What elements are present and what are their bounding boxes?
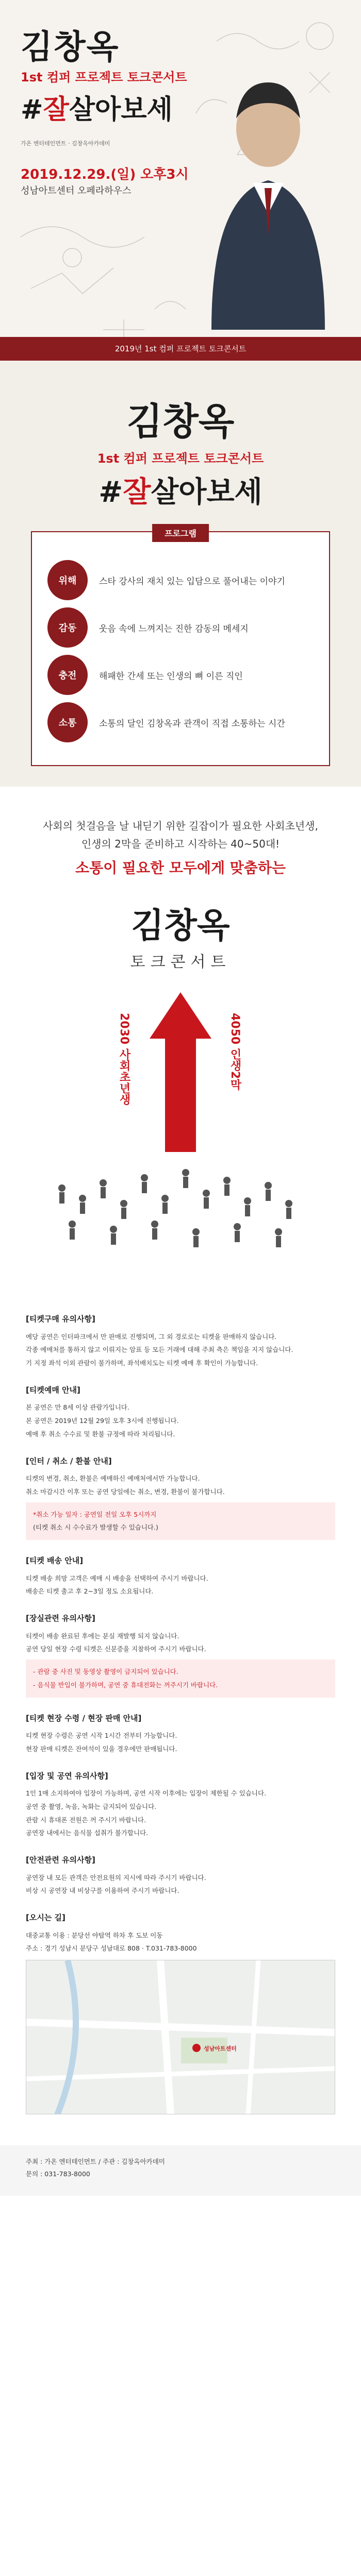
audience-subtitle: 토크콘서트 (130, 953, 231, 971)
map-label: 성남아트센터 (204, 2045, 237, 2052)
info-heading: [입장 및 공연 유의사항] (26, 1771, 108, 1781)
info-warning-box (26, 1659, 335, 1698)
info-heading: [장실관련 유의사항] (26, 1614, 95, 1623)
info-heading: [안전관련 유의사항] (26, 1855, 95, 1865)
info-line: 예매 후 취소 수수료 및 환불 규정에 따라 처리됩니다. (26, 1430, 175, 1438)
info-line: 배송은 티켓 출고 후 2~3일 정도 소요됩니다. (26, 1587, 154, 1596)
info-heading: [티켓예매 안내] (26, 1385, 80, 1395)
audience-line-1: 사회의 첫걸음을 날 내딛기 위한 길잡이가 필요한 사회초년생, (43, 820, 318, 832)
hashtag-prefix: # (21, 94, 43, 125)
info-line: 각종 예매처를 통하지 않고 이뤄지는 암표 등 모든 거래에 대해 주최 측은 책임을 지지 않습니다. (26, 1346, 293, 1354)
info-line: 취소 마감시간 이후 또는 공연 당일에는 취소, 변경, 환불이 불가합니다. (26, 1487, 225, 1496)
section-hashtag (0, 469, 361, 511)
info-line: 본 공연은 2019년 12월 29일 오후 3시에 진행됩니다. (26, 1417, 179, 1425)
audience-section (0, 787, 361, 1291)
footer-line: 문의 : 031-783-8000 (26, 2170, 90, 2178)
location-map[interactable] (26, 1960, 335, 2114)
footer-section (0, 2145, 361, 2196)
info-line: 비상 시 공연장 내 비상구를 이용하여 주시기 바랍니다. (26, 1887, 179, 1895)
program-item (47, 702, 314, 742)
program-text: 소통의 달인 김창옥과 관객이 직접 소통하는 시간 (99, 718, 285, 729)
hero-title: 김창옥 (21, 28, 120, 66)
program-label: 충전 (47, 655, 88, 695)
tag-2030 (116, 1013, 132, 1105)
info-heading: [티켓구매 유의사항] (26, 1314, 95, 1324)
section-title: 김창옥 (126, 400, 235, 443)
tag-2030-number: 2030 (118, 1013, 130, 1045)
info-line: 주소 : 경기 성남시 분당구 성남대로 808 · T.031-783-8000 (26, 1944, 197, 1953)
info-line: 예당 공연은 인터파크에서 만 판매로 진행되며, 그 외 경로로는 티켓을 판매하지 않습니다. (26, 1332, 277, 1341)
info-line: 공연장 내 모든 관객은 안전요원의 지시에 따라 주시기 바랍니다. (26, 1873, 206, 1882)
info-line: 공연 당일 현장 수령 티켓은 신분증을 지참하여 주시기 바랍니다. (26, 1645, 206, 1653)
info-line: 공연장 내에서는 음식물 섭취가 불가합니다. (26, 1829, 149, 1837)
audience-title: 김창옥 (131, 906, 230, 945)
info-line: 본 공연은 만 8세 이상 관람가입니다. (26, 1403, 129, 1412)
program-text: 해패한 간세 또는 인생의 뼈 이른 직인 (99, 671, 243, 682)
program-item (47, 607, 314, 648)
program-text: 스타 강사의 재치 있는 입담으로 풀어내는 이야기 (99, 576, 285, 587)
tag-4050-number: 4050 (228, 1013, 241, 1045)
hashtag-prefix: # (99, 476, 123, 509)
info-line: 공연 중 촬영, 녹음, 녹화는 금지되어 있습니다. (26, 1802, 157, 1810)
info-line: 티켓 현장 수령은 공연 시작 1시간 전부터 가능합니다. (26, 1732, 177, 1739)
info-line: 기 지정 좌석 이외 관람이 불가하며, 좌석배치도는 티켓 예매 후 확인이 가능합니다. (26, 1359, 258, 1367)
program-item (47, 655, 314, 695)
info-line: 현장 판매 티켓은 잔여석이 있을 경우에만 판매됩니다. (26, 1744, 177, 1753)
map-pin-icon (192, 2044, 201, 2052)
crowd-illustration (0, 982, 361, 1270)
info-line: 티켓의 변경, 취소, 환불은 예매하신 예매처에서만 가능합니다. (26, 1475, 200, 1482)
section-subtitle: 1st 컴퍼 프로젝트 토크콘서트 (97, 451, 264, 466)
hero-hashtag (21, 88, 173, 126)
program-section (0, 361, 361, 787)
info-section (0, 1291, 361, 2145)
info-line: 관람 시 휴대폰 전원은 꺼 주시기 바랍니다. (26, 1816, 146, 1824)
info-box-line: (티켓 취소 시 수수료가 발생할 수 있습니다.) (33, 1523, 158, 1532)
hero-venue: 성남아트센터 오페라하우스 (21, 185, 132, 196)
audience-line-2: 인생의 2막을 준비하고 시작하는 40~50대! (81, 838, 280, 850)
program-label: 소통 (47, 702, 88, 742)
audience-headline: 소통이 필요한 모두에게 맞춤하는 (75, 859, 286, 876)
hero-banner: 2019년 1st 컴퍼 프로젝트 토크콘서트 (0, 337, 361, 361)
tag-4050 (227, 1013, 243, 1090)
program-label: 감동 (47, 607, 88, 648)
hashtag-rest: 살아보세 (151, 476, 262, 509)
info-heading: [오시는 길] (26, 1913, 65, 1922)
hashtag-rest: 살아보세 (69, 94, 173, 125)
map-graphic (26, 1960, 335, 2114)
info-line: 티켓 배송 희망 고객은 예매 시 배송을 선택하여 주시기 바랍니다. (26, 1574, 208, 1582)
info-red-line: - 관람 중 사진 및 동영상 촬영이 금지되어 있습니다. (33, 1668, 178, 1675)
info-highlight-box (26, 1502, 335, 1540)
program-label: 위해 (47, 560, 88, 600)
tag-2030-text: 사회초년생 (118, 1048, 130, 1105)
tag-4050-text: 인생2막 (228, 1048, 241, 1091)
arrow-crowd-graphic (0, 982, 361, 1270)
speaker-photo (191, 72, 346, 330)
info-heading: [티켓 현장 수령 / 현장 판매 안내] (26, 1713, 142, 1723)
info-line: 1인 1매 소지하여야 입장이 가능하며, 공연 시작 이후에는 입장이 제한될 수 있습니다. (26, 1789, 267, 1797)
footer-line: 주최 : 가온 엔터테인먼트 / 주관 : 김창옥아카데미 (26, 2158, 165, 2165)
program-item (47, 560, 314, 600)
program-header: 프로그램 (152, 524, 209, 542)
program-box (31, 531, 330, 766)
hero-section (0, 0, 361, 361)
info-heading: [티켓 배송 안내] (26, 1556, 84, 1565)
info-red-line: - 음식물 반입이 불가하며, 공연 중 휴대전화는 꺼주시기 바랍니다. (33, 1681, 218, 1689)
hashtag-accent: 잘 (43, 94, 69, 125)
info-line: 대중교통 이용 : 분당선 야탑역 하차 후 도보 이동 (26, 1931, 163, 1939)
hero-date: 2019.12.29.(일) 오후3시 (21, 167, 189, 182)
info-line: 티켓이 배송 완료된 후에는 분실 재발행 되지 않습니다. (26, 1632, 179, 1640)
hero-logo: 가온 엔터테인먼트 · 김창옥아카데미 (21, 140, 110, 147)
program-text: 웃음 속에 느껴지는 진한 감동의 메세지 (99, 623, 249, 634)
hashtag-accent: 잘 (123, 476, 151, 509)
hero-subtitle: 1st 컴퍼 프로젝트 토크콘서트 (21, 70, 187, 84)
info-box-line: *취소 가능 일자 : 공연일 전일 오후 5시까지 (33, 1510, 157, 1518)
info-heading: [인터 / 취소 / 환불 안내] (26, 1456, 112, 1466)
